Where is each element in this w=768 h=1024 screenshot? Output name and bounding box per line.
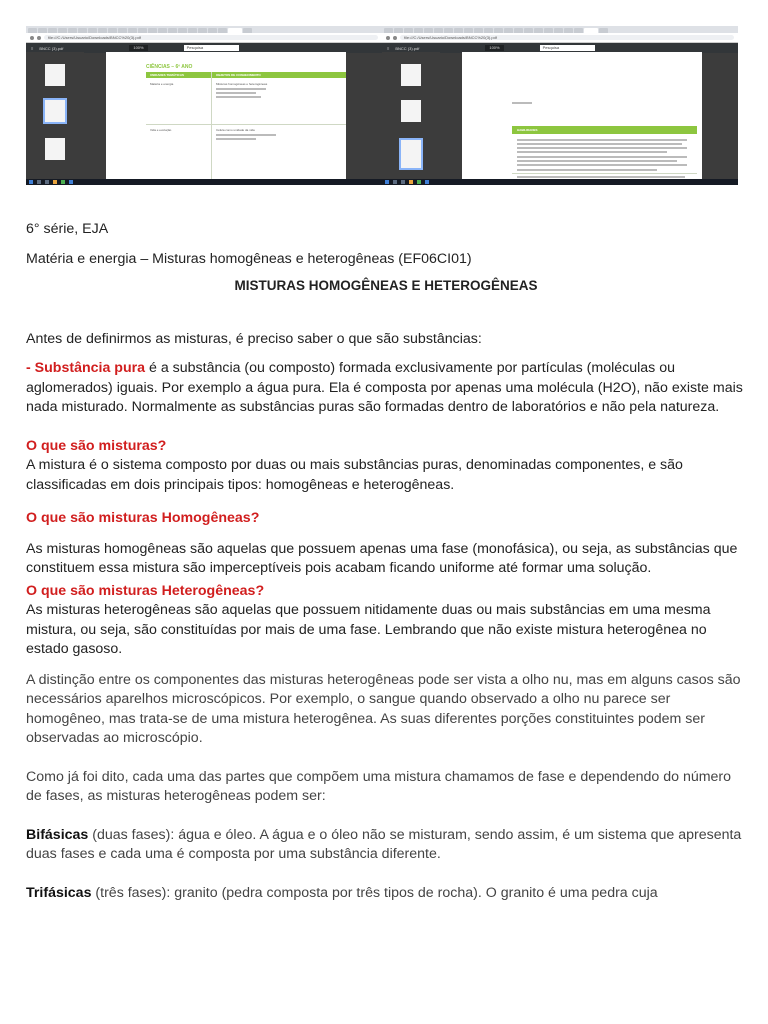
document-body [26,220,746,903]
pure-substance-label: - Substância pura [26,360,146,376]
menu-icon: ≡ [31,45,34,51]
homogeneas-paragraph: As misturas homogêneas são aquelas que possuem apenas uma fase (monofásica), ou seja, as substâncias que constituem essa mistura são imperceptíveis pois acabam ficando uniforme até formar uma solução. [26,540,738,576]
browser-tab-strip [26,26,382,33]
pdf-search: Pesquisa [184,45,239,51]
back-icon [386,36,390,40]
topic-line: Matéria e energia – Misturas homogêneas e heterogêneas (EF06CI01) [26,250,472,267]
row-2-object: Célula como unidade da vida [216,128,255,132]
pdf-filename: BNCC (3).pdf [39,45,64,51]
table-header [512,126,697,134]
address-bar [382,33,738,43]
trifasicas-label: Trifásicas [26,884,92,901]
pdf-filename: BNCC (3).pdf [395,45,420,51]
os-taskbar [382,179,738,185]
reload-icon [393,36,397,40]
page-thumbnail [45,138,65,160]
back-icon [30,36,34,40]
thumbnail-sidebar [26,52,84,179]
screenshot-left [26,26,382,185]
url-field: file:///C:/Users/Usuario/Downloads/BNCC%20(3).pdf [400,35,734,40]
heading-misturas: O que são misturas? [26,437,167,454]
distincao-paragraph: A distinção entre os componentes das misturas heterogêneas pode ser vista a olho nu, mas em alguns casos são necessários aparelhos microscópicos. Por exemplo, o sangue quando observado a olho nu parece ser homogêneo, mas trata-se de uma mistura heterogênea. As suas diferentes porções constituintes podem ser observadas ao microscópio. [26,671,741,746]
heading-homogeneas: O que são misturas Homogêneas? [26,510,260,526]
pure-substance-text: é a substância (ou composto) formada exclusivamente por partículas (moléculas ou aglomerados) iguais. Por exemplo a água pura. Ela é composta por apenas uma molécula (H2O), não existe mais nada misturado. Normalmente as substâncias puras são formadas dentro de laboratórios e não pela natureza. [26,360,743,415]
page-thumbnail [401,64,421,86]
intro-paragraph: Antes de definirmos as misturas, é preciso saber o que são substâncias: [26,330,482,347]
heading-heterogeneas: O que são misturas Heterogêneas? [26,582,265,599]
screenshot-right [382,26,738,185]
document-title: MISTURAS HOMOGÊNEAS E HETEROGÊNEAS [234,278,538,293]
address-bar [26,33,382,43]
misturas-paragraph: A mistura é o sistema composto por duas ou mais substâncias puras, denominadas componentes, e são classificadas em dois principais tipos: homogêneas e heterogêneas. [26,457,683,493]
col-header: HABILIDADES [517,128,538,132]
thumbnail-sidebar [382,52,440,179]
col-header-2: OBJETOS DE CONHECIMENTO [216,73,261,77]
zoom-value: 100% [485,45,503,51]
reload-icon [37,36,41,40]
page-thumbnail [401,100,421,122]
page-thumbnail [401,140,421,168]
row-2-unit: Vida e evolução [150,128,172,132]
pure-substance-paragraph [26,359,746,418]
bifasicas-text: (duas fases): água e óleo. A água e o óleo não se misturam, sendo assim, é um sistema que apresenta duas fases e cada uma é composta por uma substância diferente. [26,826,742,862]
bifasicas-paragraph [26,826,746,865]
col-header-1: UNIDADES TEMÁTICAS [150,73,185,77]
pdf-page [462,52,702,179]
page-thumbnail [45,100,65,122]
url-field: file:///C:/Users/Usuario/Downloads/BNCC%20(3).pdf [44,35,378,40]
trifasicas-paragraph [26,884,746,904]
pdf-screenshots [26,26,738,185]
pdf-search: Pesquisa [540,45,595,51]
os-taskbar [26,179,382,185]
trifasicas-text: (três fases): granito (pedra composta por três tipos de rocha). O granito é uma pedra cuja [91,884,658,901]
browser-tab-strip [382,26,738,33]
bifasicas-label: Bifásicas [26,826,89,843]
row-1-object: Misturas homogêneas e heterogêneas [216,82,268,86]
row-1-unit: Matéria e energia [150,82,174,86]
pdf-page [106,52,346,179]
page-heading: CIÊNCIAS – 6º ANO [146,64,193,70]
heterogeneas-paragraph: As misturas heterogêneas são aquelas que possuem nitidamente duas ou mais substâncias em uma mesma mistura, ou seja, são constituídas por mais de uma fase. Lembrando que não existe mistura heterogênea no estado gasoso. [26,602,711,657]
zoom-value: 100% [129,45,147,51]
menu-icon: ≡ [387,45,390,51]
fases-paragraph: Como já foi dito, cada uma das partes que compõem uma mistura chamamos de fase e dependendo do número de fases, as misturas heterogêneas podem ser: [26,768,732,804]
grade-line: 6° série, EJA [26,221,109,237]
page-thumbnail [45,64,65,86]
